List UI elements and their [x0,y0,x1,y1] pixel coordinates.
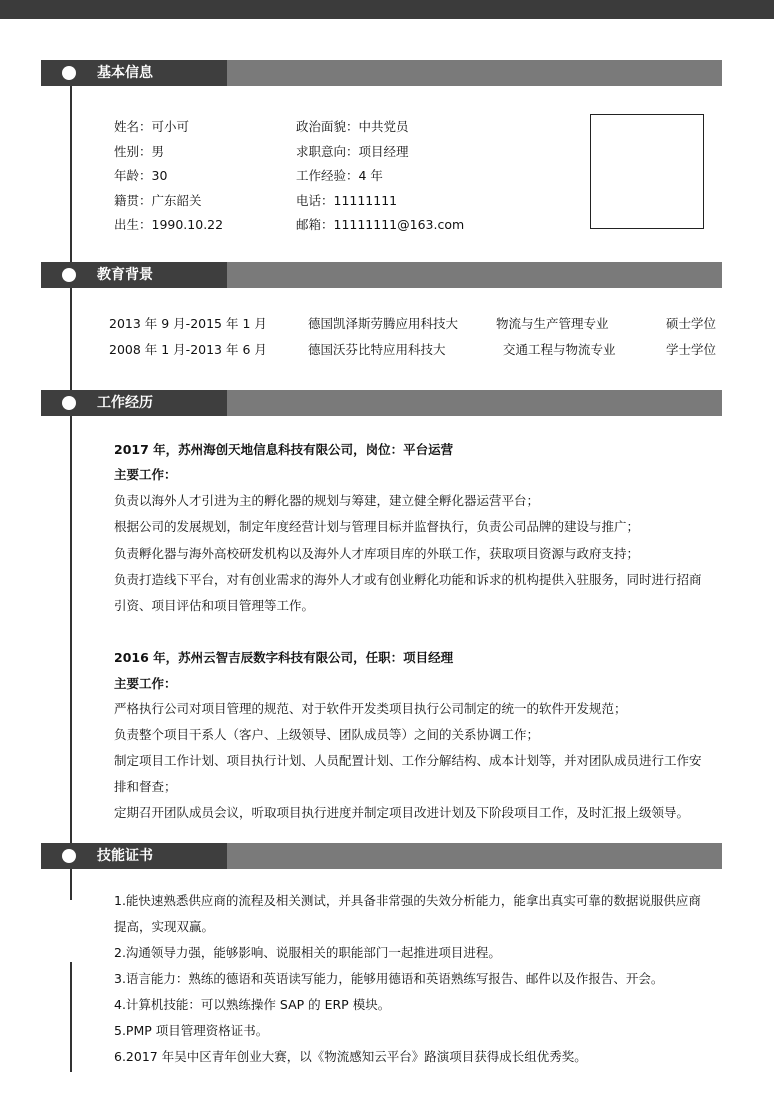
politics-field: 政治面貌：中共党员 [296,119,409,134]
section-title: 工作经历 [97,395,153,411]
work-label: 主要工作： [114,676,177,691]
bullet-dot-icon [62,268,76,282]
work-line: 引资、项目评估和项目管理等工作。 [114,598,315,613]
email-field: 邮箱：11111111@163.com [296,217,465,232]
work-line: 负责打造线下平台，对有创业需求的海外人才或有创业孵化功能和诉求的机构提供入驻服务，同时进行招商 [114,572,702,587]
timeline-line [70,288,72,390]
edu-period: 2008 年 1 月-2013 年 6 月 [109,342,267,357]
work-line: 负责以海外人才引进为主的孵化器的规划与筹建，建立健全孵化器运营平台； [114,493,540,508]
phone-field: 电话：11111111 [296,193,398,208]
work-label: 主要工作： [114,467,177,482]
skill-item: 1.能快速熟悉供应商的流程及相关测试，并具备非常强的失效分析能力，能拿出真实可靠的数据说服供应商 [114,893,701,908]
bullet-dot-icon [62,849,76,863]
skill-item: 提高，实现双赢。 [114,919,215,934]
bullet-dot-icon [62,396,76,410]
skill-item: 2.沟通领导力强，能够影响、说服相关的职能部门一起推进项目进程。 [114,945,501,960]
edu-period: 2013 年 9 月-2015 年 1 月 [109,316,267,331]
work-line: 负责孵化器与海外高校研发机构以及海外人才库项目库的外联工作，获取项目资源与政府支持； [114,546,640,561]
gender-field: 性别：男 [114,144,165,159]
edu-degree: 硕士学位 [666,316,717,331]
photo-placeholder [590,114,704,229]
timeline-line [70,869,72,900]
timeline-line [70,416,72,843]
section-title: 技能证书 [97,848,153,864]
work-line: 根据公司的发展规划，制定年度经营计划与管理目标并监督执行，负责公司品牌的建设与推广； [114,519,640,534]
work-line: 制定项目工作计划、项目执行计划、人员配置计划、工作分解结构、成本计划等，并对团队成员进行工作安 [114,753,702,768]
edu-school: 德国沃芬比特应用科技大 [308,342,446,357]
section-title: 基本信息 [97,65,153,81]
bullet-dot-icon [62,66,76,80]
work-title: 2017 年，苏州海创天地信息科技有限公司，岗位：平台运营 [114,442,454,457]
timeline-line [70,962,72,1072]
skill-item: 4.计算机技能：可以熟练操作 SAP 的 ERP 模块。 [114,997,391,1012]
timeline-line [70,86,72,262]
skill-item: 5.PMP 项目管理资格证书。 [114,1023,269,1038]
experience-field: 工作经验：4 年 [296,168,383,183]
work-line: 负责整个项目干系人（客户、上级领导、团队成员等）之间的关系协调工作； [114,727,540,742]
edu-major: 交通工程与物流专业 [503,342,616,357]
skill-item: 6.2017 年吴中区青年创业大赛，以《物流感知云平台》路演项目获得成长组优秀奖。 [114,1049,587,1064]
skill-item: 3.语言能力：熟练的德语和英语读写能力，能够用德语和英语熟练写报告、邮件以及作报告、开会。 [114,971,664,986]
hometown-field: 籍贯：广东韶关 [114,193,202,208]
top-bar [0,0,774,19]
birth-field: 出生：1990.10.22 [114,217,224,232]
work-title: 2016 年，苏州云智吉辰数字科技有限公司，任职：项目经理 [114,650,454,665]
work-line: 严格执行公司对项目管理的规范、对于软件开发类项目执行公司制定的统一的软件开发规范； [114,701,627,716]
edu-degree: 学士学位 [666,342,717,357]
work-line: 排和督查； [114,779,177,794]
name-field: 姓名：可小可 [114,119,190,134]
edu-major: 物流与生产管理专业 [496,316,609,331]
edu-school: 德国凯泽斯劳腾应用科技大 [308,316,459,331]
section-title: 教育背景 [97,267,153,283]
age-field: 年龄：30 [114,168,168,183]
work-line: 定期召开团队成员会议，听取项目执行进度并制定项目改进计划及下阶段项目工作，及时汇报上级领导。 [114,805,690,820]
intention-field: 求职意向：项目经理 [296,144,409,159]
